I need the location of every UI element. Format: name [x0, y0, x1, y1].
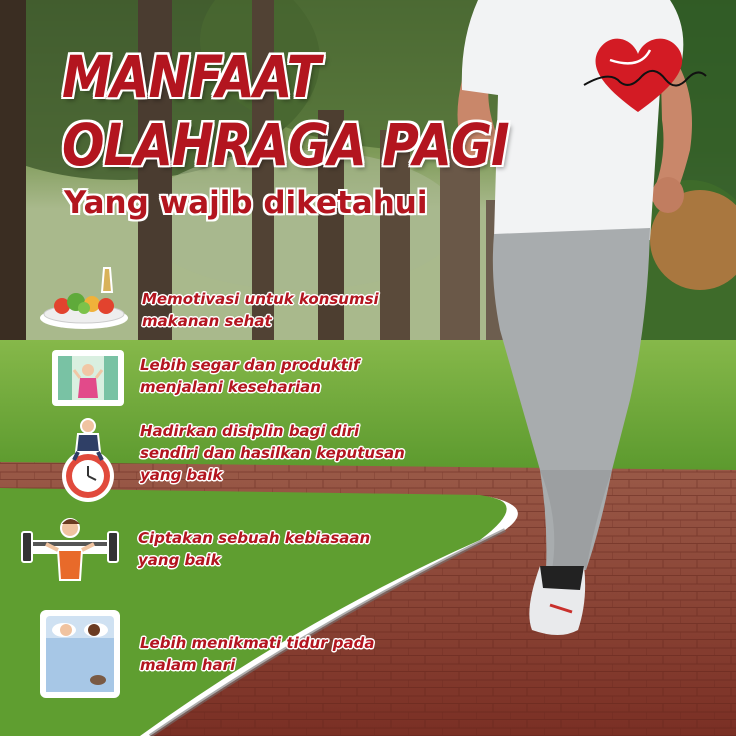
alarm-clock-man-icon — [56, 414, 120, 504]
benefit-text-5: Lebih menikmati tidur pada malam hari — [140, 634, 375, 674]
brand-logo — [580, 30, 710, 125]
healthy-food-icon — [38, 262, 130, 332]
weightlifting-icon — [18, 514, 122, 584]
page-title-line1: MANFAAT — [62, 44, 320, 111]
fresh-window-icon — [50, 348, 126, 408]
page-title-line2: OLAHRAGA PAGI — [62, 112, 509, 179]
benefit-text-3: Hadirkan disiplin bagi diri sendiri dan hasilkan keputusan yang baik — [140, 422, 405, 484]
benefit-text-4: Ciptakan sebuah kebiasaan yang baik — [138, 529, 371, 569]
benefit-text-2: Lebih segar dan produktif menjalani keseharian — [140, 356, 360, 396]
benefit-text-1: Memotivasi untuk konsumsi makanan sehat — [142, 290, 379, 330]
page-subtitle: Yang wajib diketahui — [64, 185, 428, 221]
sleeping-couple-icon — [38, 608, 122, 700]
